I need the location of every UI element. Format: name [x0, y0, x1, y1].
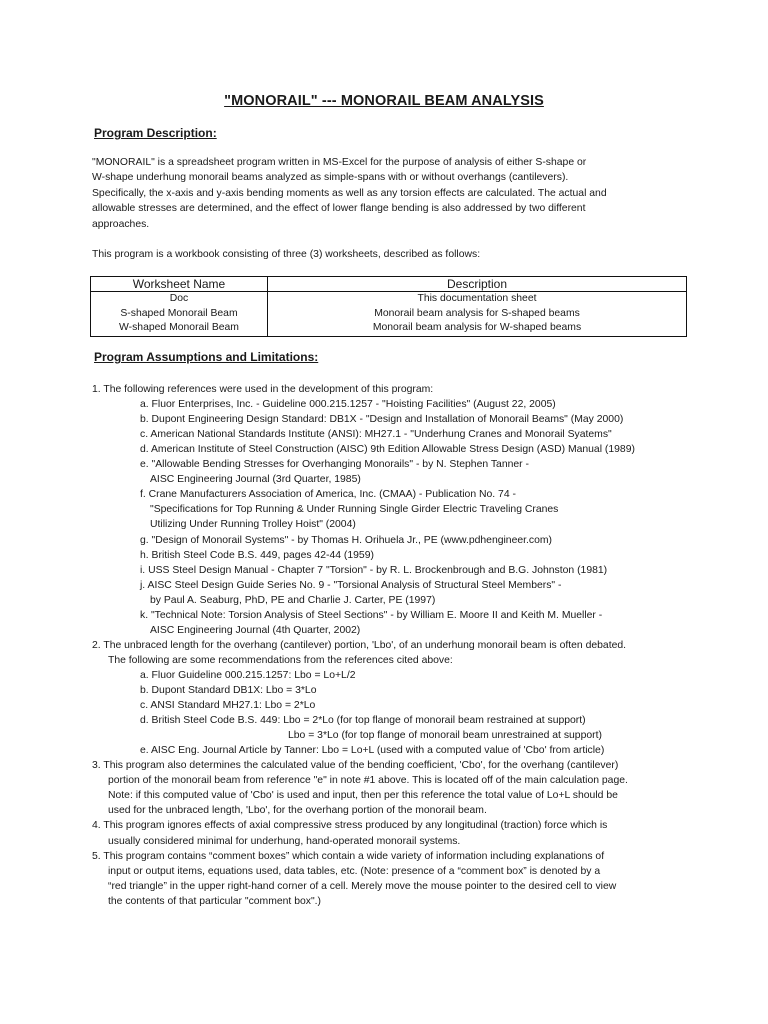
assumption-line: 4. This program ignores effects of axial compressive stress produced by any longitudinal (traction) force which is [92, 820, 608, 832]
assumption-line: Utilizing Under Running Trolley Hoist" (2004) [150, 519, 356, 531]
column-header-worksheet-name: Worksheet Name [91, 277, 268, 292]
assumption-line: Note: if this computed value of 'Cbo' is used and input, then per this reference the total value of Lo+L should be [108, 790, 618, 802]
assumption-line: f. Crane Manufacturers Association of America, Inc. (CMAA) - Publication No. 74 - [140, 489, 516, 501]
table-row [91, 321, 687, 336]
description-cell: Monorail beam analysis for W-shaped beams [372, 322, 582, 334]
column-header-description: Description [268, 277, 687, 292]
assumption-line: g. "Design of Monorail Systems" - by Thomas H. Orihuela Jr., PE (www.pdhengineer.com) [140, 534, 553, 546]
description-line: W-shape underhung monorail beams analyzed as simple-spans with or without overhangs (cantilevers). [92, 172, 569, 184]
description-line: approaches. [92, 218, 150, 230]
assumption-line: Lbo = 3*Lo (for top flange of monorail beam unrestrained at support) [288, 730, 602, 742]
assumption-line: the contents of that particular "comment box".) [108, 895, 321, 907]
description-line: "MONORAIL" is a spreadsheet program written in MS-Excel for the purpose of analysis of either S-shape or [92, 157, 587, 168]
assumption-line: “red triangle” in the upper right-hand corner of a cell. Merely move the mouse pointer to the desired cell to view [108, 880, 617, 892]
assumptions-heading: Program Assumptions and Limitations: [94, 350, 319, 364]
assumption-line: portion of the monorail beam from reference "e" in note #1 above. This is located off of the main calculation page. [108, 775, 628, 787]
description-cell: Monorail beam analysis for S-shaped beams [374, 307, 580, 319]
table-row [91, 307, 687, 322]
worksheet-name-cell: Doc [91, 292, 268, 307]
assumption-line: input or output items, equations used, data tables, etc. (Note: presence of a “comment box” is denoted by a [108, 865, 601, 877]
assumption-line: used for the unbraced length, 'Lbo', for the overhang portion of the monorail beam. [108, 805, 487, 817]
table-header-row [91, 277, 687, 292]
description-heading: Program Description: [94, 126, 217, 140]
assumption-line: usually considered minimal for underhung, hand-operated monorail systems. [108, 835, 461, 847]
description-paragraph [92, 155, 672, 232]
description-cell: This documentation sheet [417, 293, 537, 305]
description-line: Specifically, the x-axis and y-axis bending moments as well as any torsion effects are calculated. The actual and [92, 187, 607, 199]
worksheet-name-cell: S-shaped Monorail Beam [91, 307, 268, 322]
assumption-line: 2. The unbraced length for the overhang (cantilever) portion, 'Lbo', of an underhung monorail beam is often debated. [92, 639, 627, 651]
assumption-line: e. "Allowable Bending Stresses for Overhanging Monorails" - by N. Stephen Tanner - [140, 459, 529, 471]
assumption-line: c. American National Standards Institute (ANSI): MH27.1 - "Underhung Cranes and Monorail Syatems" [140, 429, 612, 441]
worksheet-name-cell: W-shaped Monorail Beam [91, 321, 268, 336]
assumption-line: c. ANSI Standard MH27.1: Lbo = 2*Lo [140, 700, 316, 712]
assumption-line: d. American Institute of Steel Construction (AISC) 9th Edition Allowable Stress Design (ASD) Manual (1989) [140, 444, 635, 456]
assumption-line: d. British Steel Code B.S. 449: Lbo = 2*Lo (for top flange of monorail beam restrained at support) [140, 715, 586, 727]
assumption-line: b. Dupont Standard DB1X: Lbo = 3*Lo [140, 685, 317, 696]
description-line: allowable stresses are determined, and the effect of lower flange bending is also addressed by two different [92, 203, 586, 215]
assumption-line: 1. The following references were used in the development of this program: [92, 384, 434, 395]
assumption-line: a. Fluor Guideline 000.215.1257: Lbo = Lo+L/2 [140, 669, 356, 681]
assumption-line: by Paul A. Seaburg, PhD, PE and Charlie J. Carter, PE (1997) [150, 594, 436, 606]
assumption-line: b. Dupont Engineering Design Standard: DB1X - "Design and Installation of Monorail Beams" (May 2000) [140, 414, 624, 426]
assumption-line: a. Fluor Enterprises, Inc. - Guideline 000.215.1257 - "Hoisting Facilities" (August 22, 2005) [140, 399, 556, 411]
table-row [91, 292, 687, 307]
assumption-line: 5. This program contains “comment boxes” which contain a wide variety of information including explanations of [92, 850, 605, 862]
workbook-intro: This program is a workbook consisting of three (3) worksheets, described as follows: [92, 249, 481, 260]
assumption-line: The following are some recommendations from the references cited above: [108, 654, 453, 666]
page-title: "MONORAIL" --- MONORAIL BEAM ANALYSIS [224, 93, 544, 109]
assumption-line: i. USS Steel Design Manual - Chapter 7 "Torsion" - by R. L. Brockenbrough and B.G. Johnston (1981) [140, 564, 608, 576]
assumption-line: e. AISC Eng. Journal Article by Tanner: Lbo = Lo+L (used with a computed value of 'Cbo' from article) [140, 745, 605, 757]
assumption-line: AISC Engineering Journal (4th Quarter, 2002) [150, 624, 361, 636]
assumption-line: k. "Technical Note: Torsion Analysis of Steel Sections" - by William E. Moore II and Keith M. Mueller - [140, 609, 603, 621]
assumption-line: "Specifications for Top Running & Under Running Single Girder Electric Traveling Cranes [150, 504, 559, 516]
assumption-line: h. British Steel Code B.S. 449, pages 42-44 (1959) [140, 549, 374, 561]
assumption-line: j. AISC Steel Design Guide Series No. 9 - "Torsional Analysis of Structural Steel Members" - [140, 579, 562, 591]
assumption-line: AISC Engineering Journal (3rd Quarter, 1985) [150, 474, 361, 486]
assumption-line: 3. This program also determines the calculated value of the bending coefficient, 'Cbo', for the overhang (cantilever) [92, 760, 619, 772]
worksheet-table [90, 276, 687, 337]
